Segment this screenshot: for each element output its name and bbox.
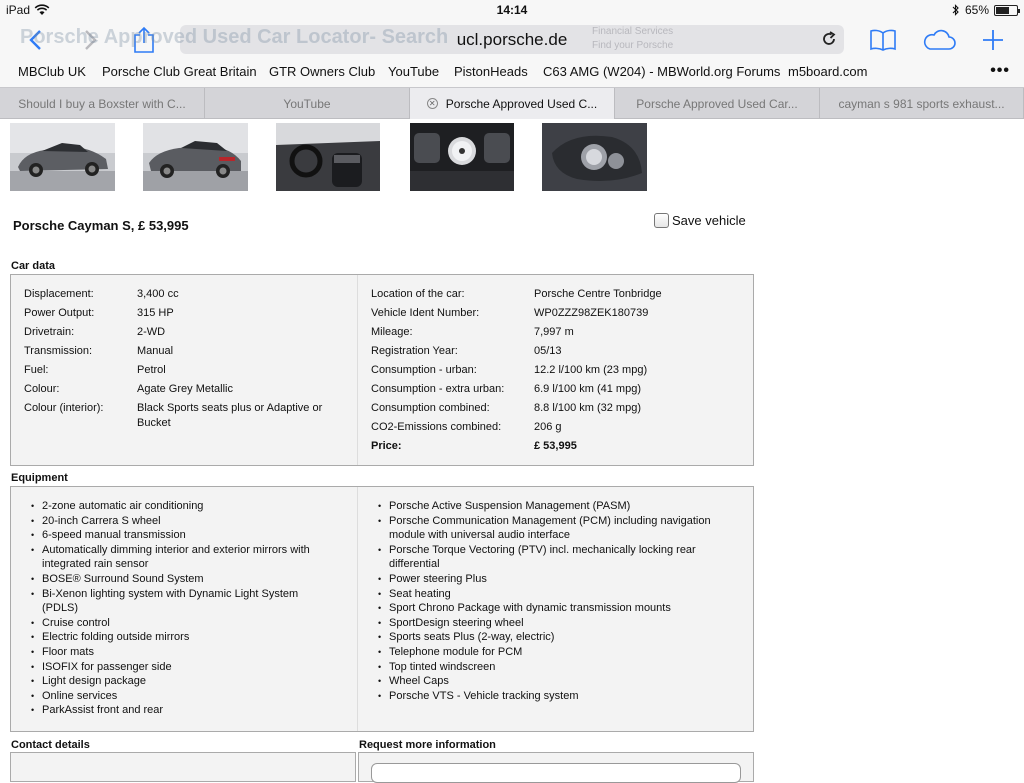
equipment-right [378, 499, 738, 703]
tab-active[interactable] [410, 88, 615, 119]
tab-label: Porsche Approved Used C... [445, 96, 598, 111]
tab-youtube[interactable] [205, 88, 410, 119]
save-vehicle-label: Save vehicle [672, 213, 746, 228]
bluetooth-icon [952, 4, 960, 16]
spec-row: Colour (interior): Black Sports seats plus or Adaptive or Bucket [24, 402, 323, 429]
car-photo-rear[interactable] [143, 123, 248, 191]
spec-row: Consumption - extra urban: 6.9 l/100 km (41 mpg) [371, 383, 641, 395]
clock: 14:14 [496, 3, 528, 17]
request-name-input[interactable] [371, 763, 741, 783]
equipment-item: • Automatically dimming interior and exterior mirrors with integrated rain sensor [31, 543, 321, 572]
equipment-item: • Sport Chrono Package with dynamic transmission mounts [378, 601, 738, 616]
car-photo-dashboard[interactable] [410, 123, 514, 191]
spec-row: Drivetrain: 2-WD [24, 326, 166, 338]
battery-fill [996, 7, 1009, 14]
spec-row: Registration Year: 05/13 [371, 345, 562, 357]
browser-toolbar [0, 20, 1024, 60]
battery-icon [994, 5, 1018, 16]
tab-cayman-exhaust[interactable] [820, 88, 1024, 119]
tab-label: Should I buy a Boxster with C... [18, 96, 186, 111]
car-photo-front[interactable] [10, 123, 115, 191]
checkbox-box[interactable] [654, 213, 669, 228]
car-photo-headlight[interactable] [542, 123, 647, 191]
spec-row: Location of the car: Porsche Centre Tonbridge [371, 288, 662, 300]
spec-row: Vehicle Ident Number: WP0ZZZ98ZEK180739 [371, 307, 649, 319]
car-data-left [24, 285, 337, 431]
request-info-box [358, 752, 754, 782]
address-bar[interactable] [20, 25, 844, 54]
web-page [0, 119, 1024, 768]
car-data-heading: Car data [11, 260, 56, 272]
bookmark-gtr-owners[interactable]: GTR Owners Club [269, 64, 376, 79]
equipment-item: • Online services [31, 689, 321, 704]
equipment-item: • Light design package [31, 674, 321, 689]
equipment-item: • SportDesign steering wheel [378, 616, 738, 631]
new-tab-button[interactable] [976, 24, 1010, 56]
car-photo-interior[interactable] [276, 123, 380, 191]
icloud-tabs-button[interactable] [922, 24, 956, 56]
tab-label: Porsche Approved Used Car... [636, 96, 798, 111]
battery-percent: 65% [964, 3, 989, 17]
bookmark-pistonheads[interactable]: PistonHeads [454, 64, 528, 79]
car-data-table [10, 274, 754, 466]
bookmarks-bar [0, 60, 1024, 87]
equipment-item: • Seat heating [378, 587, 738, 602]
bookmarks-button[interactable] [866, 24, 900, 56]
equipment-item: • Electric folding outside mirrors [31, 630, 321, 645]
tab-boxster[interactable] [0, 88, 205, 119]
equipment-heading: Equipment [11, 472, 68, 484]
spec-row: Colour: Agate Grey Metallic [24, 383, 233, 395]
equipment-item: • Porsche Communication Management (PCM) including navigation module with universal audio interface [378, 514, 738, 543]
device-label: iPad [6, 3, 31, 17]
status-bar [0, 0, 1024, 20]
contact-heading: Contact details [11, 739, 90, 751]
spec-row: Displacement: 3,400 cc [24, 288, 179, 300]
spec-row: Transmission: Manual [24, 345, 174, 357]
equipment-item: • 20-inch Carrera S wheel [31, 514, 321, 529]
equipment-left [31, 499, 321, 718]
spec-row: Mileage: 7,997 m [371, 326, 574, 338]
tab-label: cayman s 981 sports exhaust... [838, 96, 1005, 111]
equipment-item: • Porsche Active Suspension Management (PASM) [378, 499, 738, 514]
contact-box [10, 752, 356, 782]
equipment-item: • Top tinted windscreen [378, 660, 738, 675]
equipment-item: • Cruise control [31, 616, 321, 631]
spec-row: Consumption - urban: 12.2 l/100 km (23 mpg) [371, 364, 648, 376]
plus-icon [982, 29, 1004, 51]
equipment-item: • Wheel Caps [378, 674, 738, 689]
equipment-item: • ParkAssist front and rear [31, 703, 321, 718]
bookmark-mbclub[interactable]: MBClub UK [18, 64, 86, 79]
book-icon [869, 29, 897, 51]
equipment-item: • BOSE® Surround Sound System [31, 572, 321, 587]
listing-title: Porsche Cayman S, £ 53,995 [13, 218, 189, 233]
bookmark-m5board[interactable]: m5board.com [788, 64, 868, 79]
spec-row: CO2-Emissions combined: 206 g [371, 421, 562, 433]
ghost-page-links: Financial Services Find your Porsche [592, 26, 674, 51]
spec-row: Power Output: 315 HP [24, 307, 174, 319]
equipment-item: • 6-speed manual transmission [31, 528, 321, 543]
equipment-list [10, 486, 754, 732]
close-tab-icon[interactable]: ✕ [427, 98, 438, 109]
ghost-page-title: Porsche Approved Used Car Locator- Search [20, 26, 449, 48]
equipment-item: • 2-zone automatic air conditioning [31, 499, 321, 514]
cloud-icon [921, 29, 957, 51]
equipment-item: • ISOFIX for passenger side [31, 660, 321, 675]
price-row: Price: £ 53,995 [371, 440, 577, 452]
spec-row: Fuel: Petrol [24, 364, 166, 376]
save-vehicle-checkbox[interactable] [654, 213, 746, 228]
equipment-item: • Porsche Torque Vectoring (PTV) incl. mechanically locking rear differential [378, 543, 738, 572]
equipment-item: • Porsche VTS - Vehicle tracking system [378, 689, 738, 704]
car-data-right [371, 285, 734, 456]
reload-icon[interactable] [820, 30, 838, 48]
bookmark-mbworld[interactable]: C63 AMG (W204) - MBWorld.org Forums [543, 64, 781, 79]
equipment-item: • Telephone module for PCM [378, 645, 738, 660]
tab-label: YouTube [283, 96, 331, 111]
bookmark-youtube[interactable]: YouTube [388, 64, 440, 79]
more-bookmarks-icon[interactable]: ••• [990, 62, 1010, 79]
spec-row: Consumption combined: 8.8 l/100 km (32 mpg) [371, 402, 641, 414]
bookmark-porsche-club[interactable]: Porsche Club Great Britain [102, 64, 257, 79]
tab-bar [0, 87, 1024, 119]
equipment-item: • Bi-Xenon lighting system with Dynamic Light System (PDLS) [31, 587, 321, 616]
equipment-item: • Sports seats Plus (2-way, electric) [378, 630, 738, 645]
request-info-heading: Request more information [359, 739, 496, 751]
equipment-item: • Power steering Plus [378, 572, 738, 587]
equipment-item: • Floor mats [31, 645, 321, 660]
tab-porsche-used[interactable] [615, 88, 820, 119]
url-text: ucl.porsche.de [456, 30, 568, 49]
